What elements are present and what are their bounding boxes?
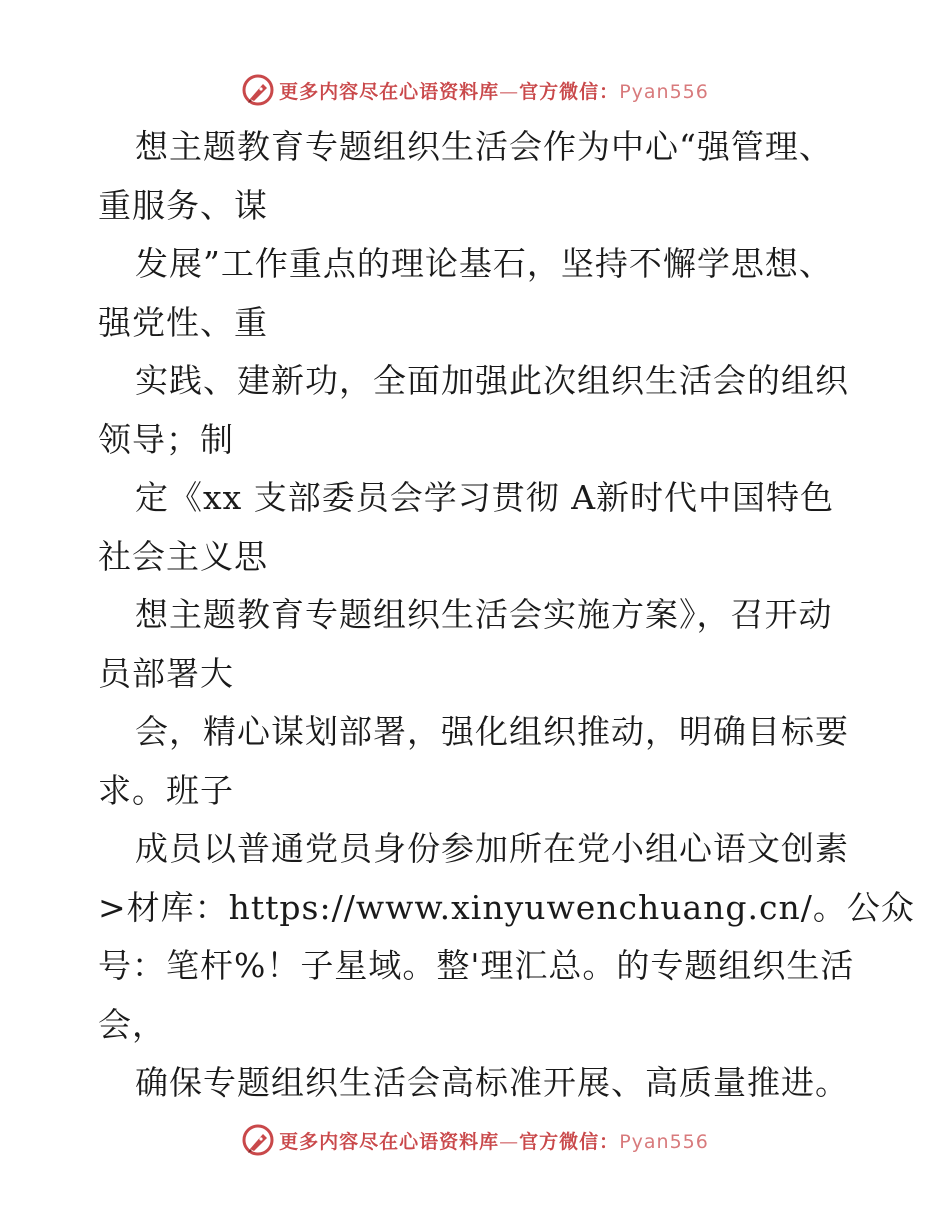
header-brand: 更多内容尽在心语资料库	[279, 80, 500, 103]
body-line: 强党性、重	[98, 302, 268, 342]
body-line: 重服务、谋	[98, 185, 268, 225]
body-line: 确保专题组织生活会高标准开展、高质量推进。	[135, 1063, 849, 1102]
document-body	[98, 118, 915, 1113]
footer-contact-id: Pyan556	[619, 1130, 709, 1153]
body-line: 社会主义思	[98, 536, 268, 576]
pen-logo-icon	[241, 1123, 275, 1157]
body-line: 员部署大	[98, 653, 234, 693]
body-line: 定《xx 支部委员会学习贯彻 A新时代中国特色	[135, 478, 835, 517]
header-brand-text	[279, 77, 709, 104]
header-contact-label: 官方微信：	[519, 80, 620, 103]
footer-banner	[0, 1120, 950, 1160]
body-line: 发展”工作重点的理论基石，坚持不懈学思想、	[135, 244, 833, 283]
footer-brand: 更多内容尽在心语资料库	[279, 1130, 500, 1153]
header-contact-id: Pyan556	[619, 80, 709, 103]
body-line: 会，精心谋划部署，强化组织推动，明确目标要	[135, 712, 849, 751]
body-line: 实践、建新功，全面加强此次组织生活会的组织	[135, 361, 849, 400]
footer-contact-label: 官方微信：	[519, 1130, 620, 1153]
body-line: 号：笔杆%！子星域。整'理汇总。的专题组织生活	[98, 946, 855, 985]
body-line: >材库：https://www.xinyuwenchuang.cn/。公众	[98, 887, 915, 927]
pen-logo-icon	[241, 73, 275, 107]
body-line: 想主题教育专题组织生活会作为中心“强管理、	[135, 127, 833, 166]
body-line: 领导；制	[98, 419, 234, 459]
footer-dash: —	[499, 1130, 520, 1153]
body-line: 想主题教育专题组织生活会实施方案》，召开动	[135, 595, 833, 634]
header-dash: —	[499, 80, 520, 103]
header-banner	[0, 70, 950, 110]
body-line: 成员以普通党员身份参加所在党小组心语文创素	[135, 829, 849, 868]
body-line: 求。班子	[98, 770, 234, 810]
footer-brand-text	[279, 1127, 709, 1154]
body-line: 会，	[98, 1004, 166, 1044]
